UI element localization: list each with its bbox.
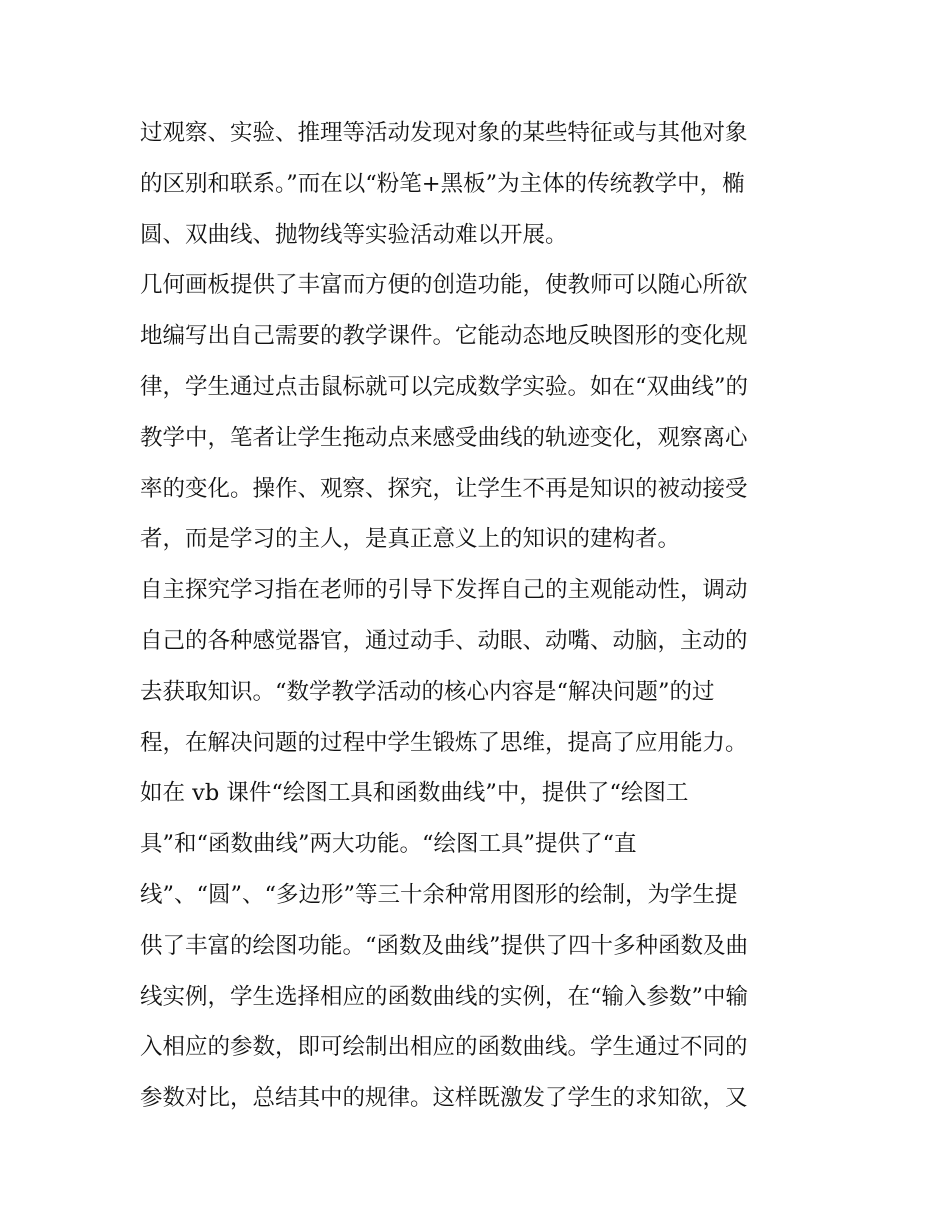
text-line: 自己的各种感觉器官，通过动手、动眼、动嘴、动脑，主动的 — [140, 627, 748, 654]
text-line: 具”和“函数曲线”两大功能。“绘图工具”提供了“直 — [140, 831, 637, 858]
text-line: 自主探究学习指在老师的引导下发挥自己的主观能动性，调动 — [140, 577, 748, 604]
text-line: 参数对比，总结其中的规律。这样既激发了学生的求知欲，又 — [140, 1085, 748, 1112]
text-line: 几何画板提供了丰富而方便的创造功能，使教师可以随心所欲 — [140, 272, 748, 299]
text-line: 者，而是学习的主人，是真正意义上的知识的建构者。 — [140, 526, 681, 553]
body-text — [140, 108, 830, 1124]
text-line: 去获取知识。“数学教学活动的核心内容是“解决问题”的过 — [140, 678, 715, 705]
text-line: 律，学生通过点击鼠标就可以完成数学实验。如在“双曲线”的 — [140, 373, 749, 400]
text-line: 线实例，学生选择相应的函数曲线的实例，在“输入参数”中输 — [140, 983, 749, 1010]
text-line: 教学中，笔者让学生拖动点来感受曲线的轨迹变化，观察离心 — [140, 424, 748, 451]
text-line: 程，在解决问题的过程中学生锻炼了思维，提高了应用能力。 — [140, 729, 748, 756]
text-line: 如在 vb 课件“绘图工具和函数曲线”中，提供了“绘图工 — [140, 780, 689, 807]
text-line: 地编写出自己需要的教学课件。它能动态地反映图形的变化规 — [140, 323, 748, 350]
text-line: 率的变化。操作、观察、探究，让学生不再是知识的被动接受 — [140, 475, 748, 502]
text-line: 供了丰富的绘图功能。“函数及曲线”提供了四十多种函数及曲 — [140, 932, 749, 959]
text-line: 的区别和联系。”而在以“粉笔+黑板”为主体的传统教学中，椭 — [140, 170, 745, 197]
text-line: 圆、双曲线、抛物线等实验活动难以开展。 — [140, 221, 568, 248]
text-line: 入相应的参数，即可绘制出相应的函数曲线。学生通过不同的 — [140, 1034, 748, 1061]
text-line: 线”、“圆”、“多边形”等三十余种常用图形的绘制，为学生提 — [140, 881, 738, 908]
text-line: 过观察、实验、推理等活动发现对象的某些特征或与其他对象 — [140, 120, 748, 146]
